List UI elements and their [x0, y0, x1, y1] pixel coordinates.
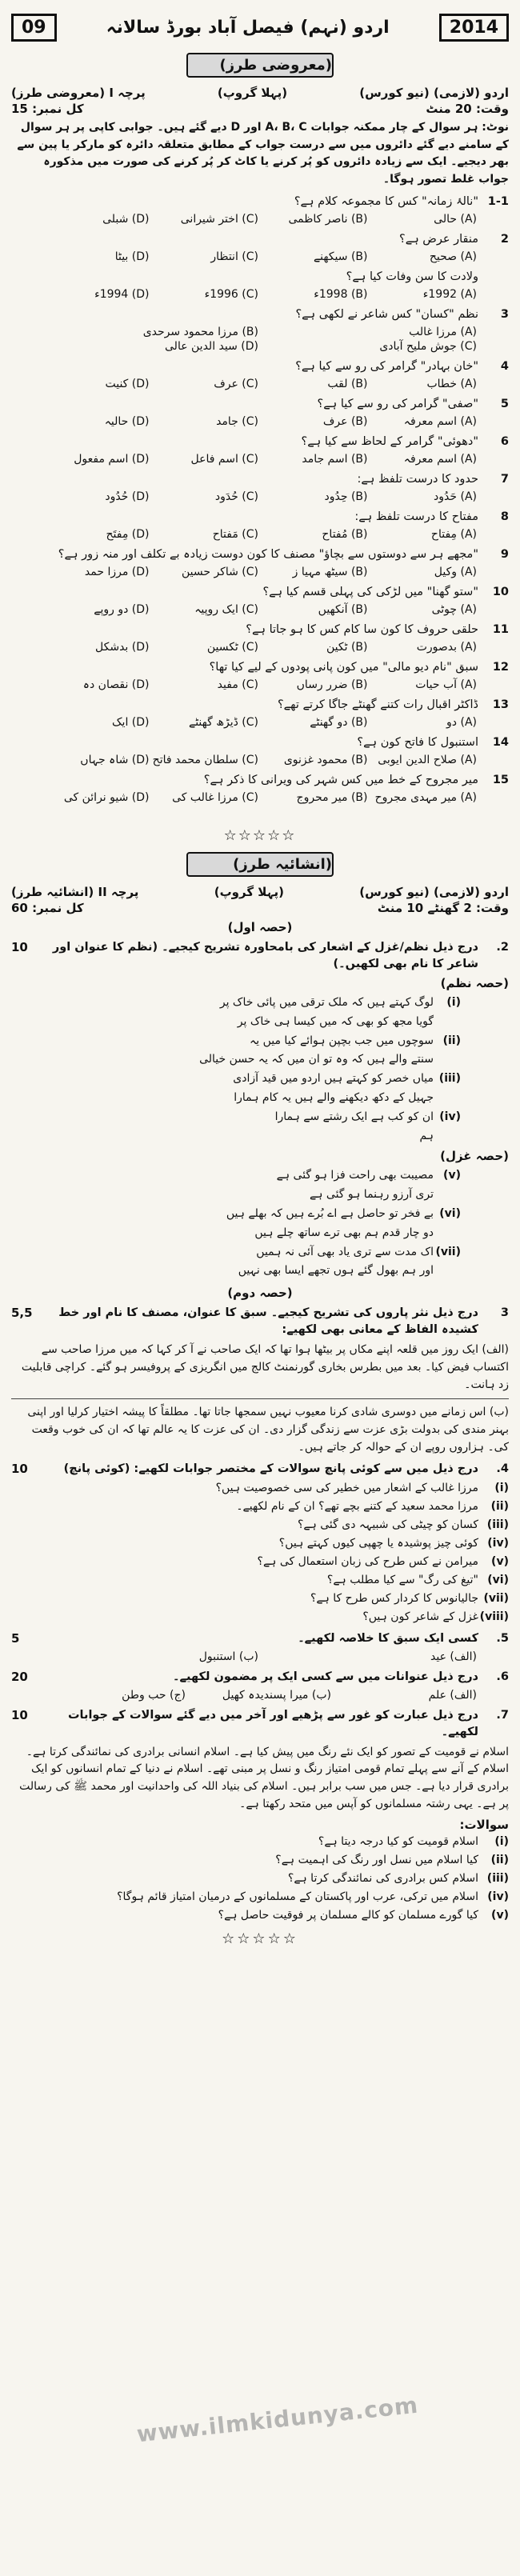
mcq-options: (A) صلاح الدین ایوبی (B) محمود غزنوی (C) سلطان محمد فاتح (D) شاہ جہاں: [80, 753, 477, 766]
mcq-options: (A) وکیل (B) سیٹھ مہیا ز (C) شاکر حسین (D) مرزا حمد: [84, 565, 477, 578]
objective-time: وقت: 20 منٹ: [426, 102, 509, 116]
q4-item: (ii) مرزا محمد سعید کے کتنے بچے تھے؟ ان کے نام لکھیے۔: [236, 1500, 509, 1514]
mcq-question: 13 ڈاکٹر اقبال رات کتنے گھنٹے جاگا کرتے تھے؟: [277, 698, 509, 711]
q4-items: [11, 1480, 509, 1626]
subjective-subject: اردو (لازمی) (نیو کورس): [359, 885, 509, 899]
mcq-options: (A) اسم معرفہ (B) عرف (C) جامد (D) حالیہ: [104, 414, 477, 428]
q5-options: (الف) عید (ب) استنبول: [198, 1650, 477, 1663]
verse: (iv) ان کو کب ہے ایک رشتے سے ہمارا ہم: [274, 1110, 461, 1142]
q4-item: (viii) غزل کے شاعر کون ہیں؟: [362, 1610, 509, 1624]
q6-marks: 20: [11, 1669, 28, 1684]
verse: (vi) بے فخر تو حاصل ہے اے بُرے ہیں کہ بھلے ہیں دو چار قدم ہم بھی ترے ساتھ چلے ہیں: [226, 1207, 461, 1239]
objective-marks: کل نمبر: 15: [11, 102, 84, 116]
subjective-paper: پرچہ II (انشائیہ طرز): [11, 885, 139, 899]
objective-note: نوٹ: ہر سوال کے چار ممکنہ جوابات A، B، C اور D دیے گئے ہیں۔ جوابی کاپی پر ہر سوال کے سامنے دیے گئے دائروں میں سے درست جواب کے مطابق متعلقہ دائرہ کو مارکر یا پین سے بھر دیجیے۔ ایک سے زیادہ دائروں کو پُر کرنے یا کاٹ کر پُر کرنے کی صورت میں مذکورہ جواب غلط تصور ہوگا۔: [17, 121, 509, 186]
mcq-list: [11, 194, 509, 821]
mcq-options: (A) حَدُود (B) حِدُود (C) حُدَود (D) حُدُود: [105, 490, 477, 503]
ghazal-label: (حصہ غزل): [440, 1149, 509, 1164]
q3-part-b: (ب) اس زمانے میں دوسری شادی کرنا معیوب نہیں سمجھا جاتا تھا۔ مطلقاً کا پیشہ اختیار کرلیا اور اپنی بہنر مندی کی بدولت بڑی عزت سے زندگی گزار دی۔ ان کی عزت کا یہ عالم تھا کہ ان کی خوب وقعت کی۔ ہزاروں روپے ان کے حوالہ کر جاتے ہیں۔: [27, 1406, 509, 1454]
q4-item: (vi) "تیغ کی رگ" سے کیا مطلب ہے؟: [326, 1574, 509, 1587]
objective-group: (پہلا گروپ): [217, 86, 288, 100]
q7-question: (i) اسلام قومیت کو کیا درجہ دیتا ہے؟: [318, 1835, 509, 1849]
q7-heading: 7. درج ذیل عبارت کو غور سے پڑھیے اور آخر میں دیے گئے سوالات کے جوابات لکھیے۔ 10: [11, 1707, 509, 1738]
mcq-options: (A) صحیح (B) سیکھنے (C) انتظار (D) بیٹا: [114, 250, 477, 263]
paper-title: اردو (نہم) فیصل آباد بورڈ سالانہ: [106, 17, 390, 38]
mcq-question: 14 استنبول کا فاتح کون ہے؟: [357, 735, 509, 749]
q7-questions: [11, 1834, 509, 1924]
q3-heading: 3 درج ذیل نثر پاروں کی تشریح کیجیے۔ سبق کا عنوان، مصنف کا نام اور خط کشیدہ الفاظ کے معانی بھی لکھیے: 5,5: [11, 1306, 509, 1337]
mcq-options: (A) میر مہدی مجروح (B) میر محروج (C) مرزا غالب کی (D) شیو نرائن کی: [63, 791, 477, 804]
mcq-question: 7 حدود کا درست تلفظ ہے:: [357, 472, 509, 486]
q4-heading: 4. درج ذیل میں سے کوئی پانچ سوالات کے مختصر جوابات لکھیے: (کوئی پانچ) 10: [11, 1461, 509, 1478]
q2-heading: 2. درج ذیل نظم/غزل کے اشعار کی بامحاورہ تشریح کیجیے۔ (نظم کا عنوان اور شاعر کا نام بھی لکھیں۔) 10: [11, 940, 509, 971]
nazm-label: (حصہ نظم): [440, 976, 509, 991]
watermark-text: www.ilmkidunya.com: [135, 2391, 420, 2448]
mcq-question: 8 مفتاح کا درست تلفظ ہے:: [354, 510, 509, 523]
verse: (v) مصیبت بھی راحت فزا ہو گئی ہے تری آرزو رہنما ہو گئی ہے: [276, 1169, 461, 1202]
mcq-options: [42, 819, 478, 821]
q7-question: (ii) کیا اسلام میں نسل اور رنگ کی اہمیت ہے؟: [275, 1854, 509, 1867]
verse: (ii) سوچوں میں جب بچپن ہوائے کیا میں یہ سنتے والے ہیں کہ وہ تو ان میں کہ یہ حسن خیالی: [199, 1034, 461, 1066]
mcq-question: 5 "صفی" گرامر کی رو سے کیا ہے؟: [317, 397, 509, 410]
mcq-question: 15 میر مجروح کے خط میں کس شہر کی ویرانی کا ذکر ہے؟: [203, 773, 509, 786]
year-box: 2014: [439, 14, 509, 42]
mcq-question: 4 "خان بہادر" گرامر کی رو سے کیا ہے؟: [295, 359, 509, 373]
q6-options: (الف) علم (ب) میرا پسندیدہ کھیل (ج) حب وطن: [122, 1688, 477, 1702]
q4-item: (iv) کوئی چیز پوشیدہ یا چھپی کیوں کہتے ہیں؟: [278, 1537, 509, 1550]
ghazal-verses: [27, 1166, 461, 1281]
subjective-section-tag: (انشائیہ طرز): [186, 852, 334, 877]
paper-header: [11, 10, 509, 45]
mcq-question: 2 منقار عرض ہے؟: [399, 232, 509, 246]
mcq-options: (A) مرزا غالب (B) مرزا محمود سرحدی (C) جوش ملیح آبادی (D) سید الدین عالی: [142, 325, 477, 353]
mcq-question: 10 "ستو گھنا" میں لڑکی کی پہلی قسم کیا ہے؟: [262, 585, 509, 598]
verse: (i) لوگ کہتے ہیں کہ ملک ترقی میں پائی خاک پر گویا مجھ کو بھی کہ میں کیسا ہی خاک پر: [219, 996, 461, 1028]
q3-marks: 5,5: [11, 1306, 33, 1321]
q7-question: (v) کیا گورے مسلمان کو کالے مسلمان پر فوقیت حاصل ہے؟: [218, 1909, 509, 1922]
q6-heading: 6. درج ذیل عنوانات میں سے کسی ایک پر مضمون لکھیے۔ 20: [11, 1669, 509, 1686]
mcq-options: (A) چوٹی (B) آنکھیں (C) ایک روپیہ (D) دو روپے: [94, 602, 477, 616]
q4-item: (iii) کسان کو چیٹی کی شبیہہ دی گئی ہے؟: [297, 1518, 509, 1532]
mcq-options: (A) مِفتاح (B) مُفتاح (C) مَفتاح (D) مِفتَح: [106, 527, 477, 541]
objective-info-row: [11, 86, 509, 100]
mcq-options: (A) بدصورت (B) ٹکین (C) ٹکسین (D) بدشکل: [95, 640, 477, 654]
mcq-question: 9 "مجھے ہر سے دوستوں سے بچاؤ" مصنف کا کون دوست زیادہ بے تکلف اور منہ زور ہے؟: [58, 547, 509, 561]
mcq-options: (A) اسم معرفہ (B) اسم جامد (C) اسم فاعل (D) اسم مفعول: [74, 452, 477, 466]
q4-item: (i) مرزا غالب کے اشعار میں خطیر کی سی خصوصیت ہیں؟: [215, 1482, 509, 1495]
q7-questions-label: سوالات:: [459, 1818, 509, 1833]
mcq-question: 6 "دھوئی" گرامر کے لحاظ سے کیا ہے؟: [301, 434, 509, 448]
verse: (vii) اک مدت سے تری یاد بھی آئی نہ ہمیں اور ہم بھول گئے ہوں تجھے ایسا بھی نہیں: [238, 1245, 461, 1278]
mcq-question: 1-1 "نالۂ زمانہ" کس کا مجموعہ کلام ہے؟: [294, 194, 509, 208]
q7-question: (iv) اسلام میں ترکی، عرب اور پاکستان کے مسلمانوں کے درمیان امتیاز قائم ہوگا؟: [117, 1890, 509, 1904]
objective-subject: اردو (لازمی) (نیو کورس): [359, 86, 509, 100]
objective-end-stars: ☆☆☆☆☆: [223, 827, 297, 844]
subjective-group: (پہلا گروپ): [214, 885, 284, 899]
subjective-info-row: [11, 885, 509, 899]
mcq-question: ولادت کا سن وفات کیا ہے؟: [346, 270, 478, 283]
class-code-box: 09: [11, 14, 57, 42]
mcq-options: (A) خطاب (B) لقب (C) عرف (D) کنیت: [105, 377, 477, 390]
subjective-time: وقت: 2 گھنٹے 10 منٹ: [377, 901, 509, 915]
subjective-marks: کل نمبر: 60: [11, 901, 84, 915]
q5-marks: 5: [11, 1631, 20, 1646]
mcq-options: (A) حالی (B) ناصر کاظمی (C) اختر شیرانی (D) شبلی: [102, 212, 477, 226]
mcq-question: 12 سبق "نام دیو مالی" میں کون پانی پودوں کے لیے کیا تھا؟: [209, 660, 509, 674]
q7-marks: 10: [11, 1707, 28, 1722]
objective-paper: پرچہ I (معروضی طرز): [11, 86, 146, 100]
q7-question: (iii) اسلام کس برادری کی نمائندگی کرتا ہے؟: [287, 1872, 509, 1886]
nazm-verses: [27, 994, 461, 1146]
mcq-question: 3 نظم "کسان" کس شاعر نے لکھی ہے؟: [295, 307, 509, 321]
objective-time-row: [11, 102, 509, 116]
subjective-time-row: [11, 901, 509, 915]
mcq-options: [42, 811, 478, 813]
verse: (iii) میاں خصر کو کہتے ہیں اردو میں قید آزادی جہیل کے دکھ دیکھنے والے ہیں یہ کام ہمارا: [233, 1072, 461, 1105]
mcq-options: (A) 1992ء (B) 1998ء (C) 1996ء (D) 1994ء: [94, 287, 477, 301]
subjective-end-stars: ☆☆☆☆☆: [222, 1930, 298, 1948]
mcq-options: (A) آب حیات (B) ضرر رساں (C) مفید (D) نقصان دہ: [82, 678, 477, 691]
mcq-question: 11 حلقی حروف کا کون سا کام کس کا ہو جاتا ہے؟: [246, 622, 509, 636]
part-two-label: (حصہ دوم): [227, 1286, 293, 1301]
q2-marks: 10: [11, 940, 28, 954]
q7-passage: اسلام نے قومیت کے تصور کو ایک نئے رنگ میں پیش کیا ہے۔ اسلام انسانی برادری کی نمائندگی کرتا ہے۔ اسلام کے آنے سے پہلے تمام قومی امتیاز رنگ و نسل پر مبنی تھے۔ اسلام نے دنیا کے تمام انسانوں کو ایک برادری قرار دیا ہے۔ جس میں سب برابر ہیں۔ اسلام کی بنیاد اللہ کی واحدانیت اور محمد ﷺ کی رسالت پر ہے۔ یہی رشتہ مسلمانوں کو آپس میں متحد رکھتا ہے۔: [19, 1745, 509, 1810]
q4-marks: 10: [11, 1462, 28, 1477]
q3-part-a: (الف) ایک روز میں قلعہ اپنے مکاں پر بیٹھا ہوا تھا کہ ایک صاحب نے آ کر کہا کہ میں مرزا صاحب سے اکتساب فیض کیا۔ بعد میں بطرس بخاری گورنمنٹ کالج میں انگریزی کے پروفیسر ہو گئے۔ کراچی قابلیت زد ہانت۔: [21, 1343, 509, 1391]
q4-item: (vii) جالیانوس کا کردار کس طرح کا ہے؟: [310, 1592, 509, 1606]
q4-item: (v) میرامن نے کس طرح کی زبان استعمال کی ہے؟: [257, 1555, 509, 1569]
mcq-options: (A) دو (B) دو گھنٹے (C) ڈیڑھ گھنٹے (D) ایک: [112, 715, 477, 729]
objective-section-tag: (معروضی طرز): [186, 53, 334, 78]
part-one-label: (حصہ اول): [227, 920, 293, 934]
q5-heading: 5. کسی ایک سبق کا خلاصہ لکھیے۔ 5: [11, 1630, 509, 1648]
